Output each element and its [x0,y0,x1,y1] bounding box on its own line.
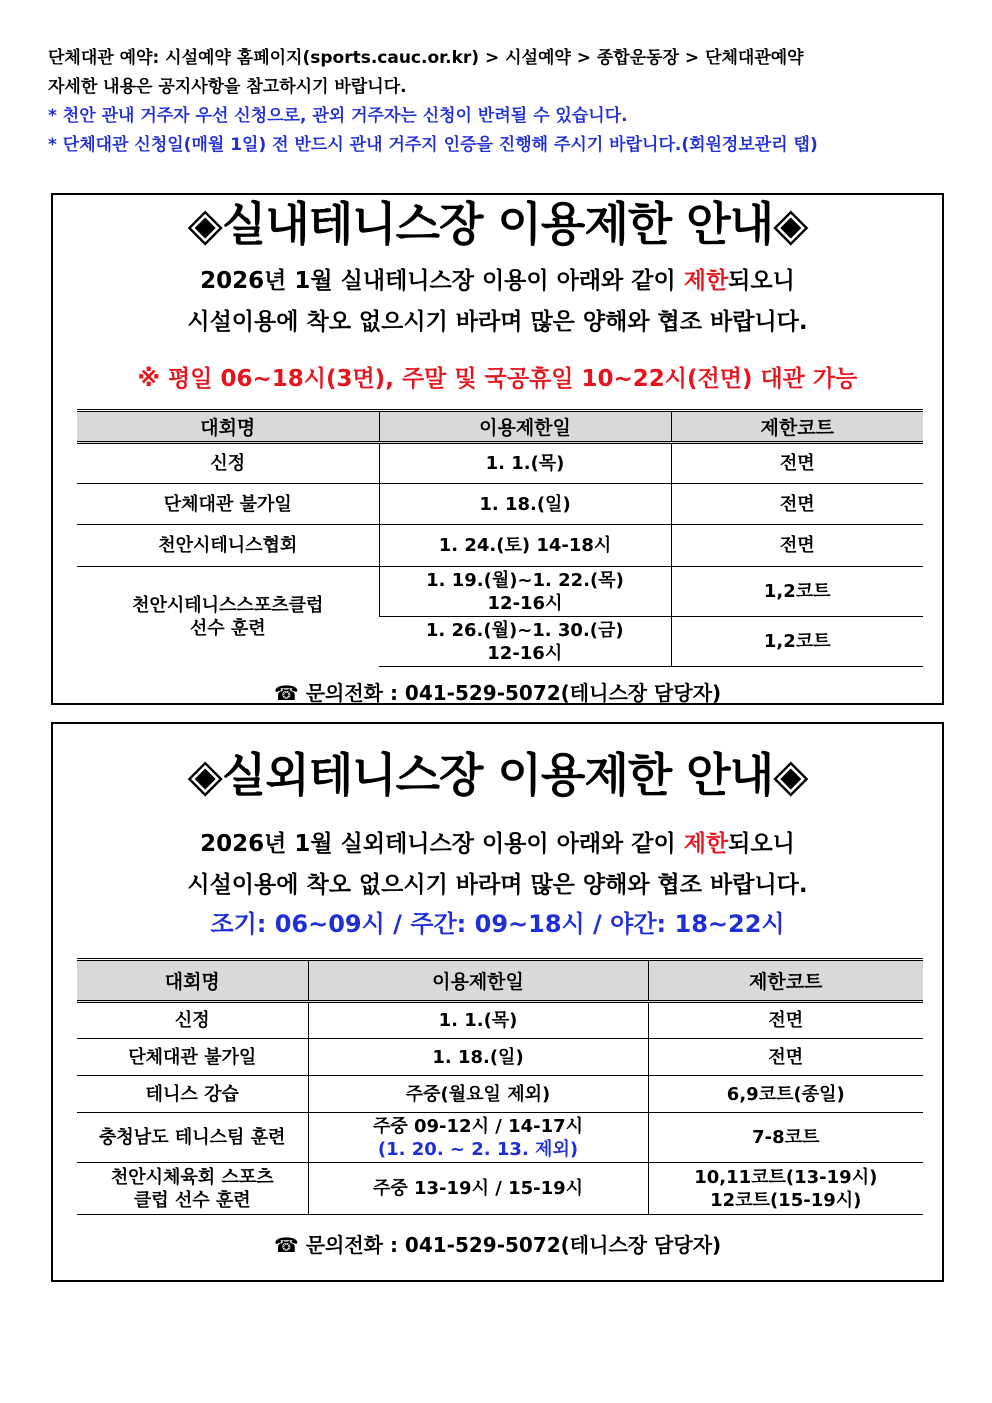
court-line1: 10,11코트(13-19시) [694,1166,878,1188]
event-name-line1: 천안시테니스스포츠클럽 [132,594,324,616]
notice-resident-verify: * 단체대관 신청일(매월 1일) 전 반드시 관내 거주지 인증을 진행해 주시기 바랍니다.(회원정보관리 탭) [48,135,818,155]
col-header-event: 대회명 [77,960,308,1002]
restriction-date: 주중 13-19시 / 15-19시 [308,1163,648,1215]
outdoor-subtitle-2: 시설이용에 착오 없으시기 바라며 많은 양해와 협조 바랍니다. [187,872,808,898]
indoor-sub1-red: 제한 [683,268,729,294]
col-header-court: 제한코트 [648,960,923,1002]
table-row [77,484,923,525]
restricted-court: 전면 [648,1002,923,1039]
outdoor-sub1-red: 제한 [683,831,729,857]
table-row [77,1002,923,1039]
restricted-court: 1,2코트 [671,617,923,667]
date-line1: 1. 19.(월)~1. 22.(목) [426,569,624,591]
outdoor-sub1-post: 되오니 [728,831,795,857]
notice-reservation-path: 단체대관 예약: 시설예약 홈페이지(sports.cauc.or.kr) > 시설예약 > 종합운동장 > 단체대관예약 [48,48,804,68]
table-header-row [77,411,923,443]
notice-refer: 자세한 내용은 공지사항을 참고하시기 바랍니다. [48,77,407,97]
table-row [77,567,923,617]
restricted-court: 7-8코트 [648,1113,923,1163]
col-header-date: 이용제한일 [308,960,648,1002]
table-row [77,443,923,484]
indoor-sub1-text: 2026년 1월 실내테니스장 이용이 아래와 같이 [200,268,684,294]
table-header-row [77,960,923,1002]
restricted-court: 전면 [671,525,923,567]
restricted-court: 6,9코트(종일) [648,1076,923,1113]
outdoor-time-slots: 조기: 06~09시 / 주간: 09~18시 / 야간: 18~22시 [210,910,785,938]
event-name: 단체대관 불가일 [77,1039,308,1076]
event-name-line2: 클럽 선수 훈련 [133,1189,251,1211]
event-name: 테니스 강습 [77,1076,308,1113]
indoor-restriction-section [51,193,944,705]
indoor-sub1-post: 되오니 [728,268,795,294]
event-name: 충청남도 테니스팀 훈련 [77,1113,308,1163]
restricted-court [648,1163,923,1215]
restricted-court: 전면 [648,1039,923,1076]
outdoor-restriction-table [77,958,923,1215]
date-line1: 1. 26.(월)~1. 30.(금) [425,619,624,641]
indoor-contact-phone: ☎ 문의전화 : 041-529-5072(테니스장 담당자) [273,681,722,705]
col-header-event: 대회명 [77,411,379,443]
outdoor-restriction-section [51,722,944,1282]
date-line1: 주중 09-12시 / 14-17시 [372,1115,584,1137]
restriction-date: 1. 18.(일) [308,1039,648,1076]
indoor-rental-hours: ※ 평일 06~18시(3면), 주말 및 국공휴일 10~22시(전면) 대관 가능 [137,366,858,392]
date-line2: 12-16시 [487,592,563,614]
restriction-date: 1. 24.(토) 14-18시 [379,525,671,567]
event-name: 신정 [77,1002,308,1039]
event-name-line2: 선수 훈련 [189,617,266,639]
outdoor-title: ◈실외테니스장 이용제한 안내◈ [187,748,808,802]
restriction-date: 1. 1.(목) [379,443,671,484]
indoor-restriction-table [77,409,923,667]
court-line2: 12코트(15-19시) [710,1189,862,1211]
indoor-title: ◈실내테니스장 이용제한 안내◈ [187,197,808,251]
restricted-court: 전면 [671,443,923,484]
reservation-notice [48,44,948,160]
restriction-date [379,567,671,617]
restriction-date: 주중(월요일 제외) [308,1076,648,1113]
event-name [77,567,379,667]
table-row [77,1039,923,1076]
indoor-subtitle-2: 시설이용에 착오 없으시기 바라며 많은 양해와 협조 바랍니다. [187,309,808,335]
date-line2: 12-16시 [487,642,563,664]
notice-resident-priority: * 천안 관내 거주자 우선 신청으로, 관외 거주자는 신청이 반려될 수 있습니다. [48,106,628,126]
event-name [77,1163,308,1215]
outdoor-contact-phone: ☎ 문의전화 : 041-529-5072(테니스장 담당자) [273,1233,722,1257]
event-name-line1: 천안시체육회 스포츠 [110,1166,274,1188]
col-header-date: 이용제한일 [379,411,671,443]
event-name: 신정 [77,443,379,484]
restriction-date: 1. 1.(목) [308,1002,648,1039]
restricted-court: 전면 [671,484,923,525]
table-row [77,1076,923,1113]
table-row [77,1113,923,1163]
col-header-court: 제한코트 [671,411,923,443]
event-name: 단체대관 불가일 [77,484,379,525]
restriction-date: 1. 18.(일) [379,484,671,525]
table-row [77,525,923,567]
indoor-subtitle-1 [53,263,942,299]
restricted-court: 1,2코트 [671,567,923,617]
restriction-date [308,1113,648,1163]
outdoor-sub1-text: 2026년 1월 실외테니스장 이용이 아래와 같이 [200,831,684,857]
event-name: 천안시테니스협회 [77,525,379,567]
restriction-date [379,617,671,667]
outdoor-subtitle-1 [53,826,942,862]
date-exclusion: (1. 20. ~ 2. 13. 제외) [377,1138,579,1160]
table-row [77,1163,923,1215]
